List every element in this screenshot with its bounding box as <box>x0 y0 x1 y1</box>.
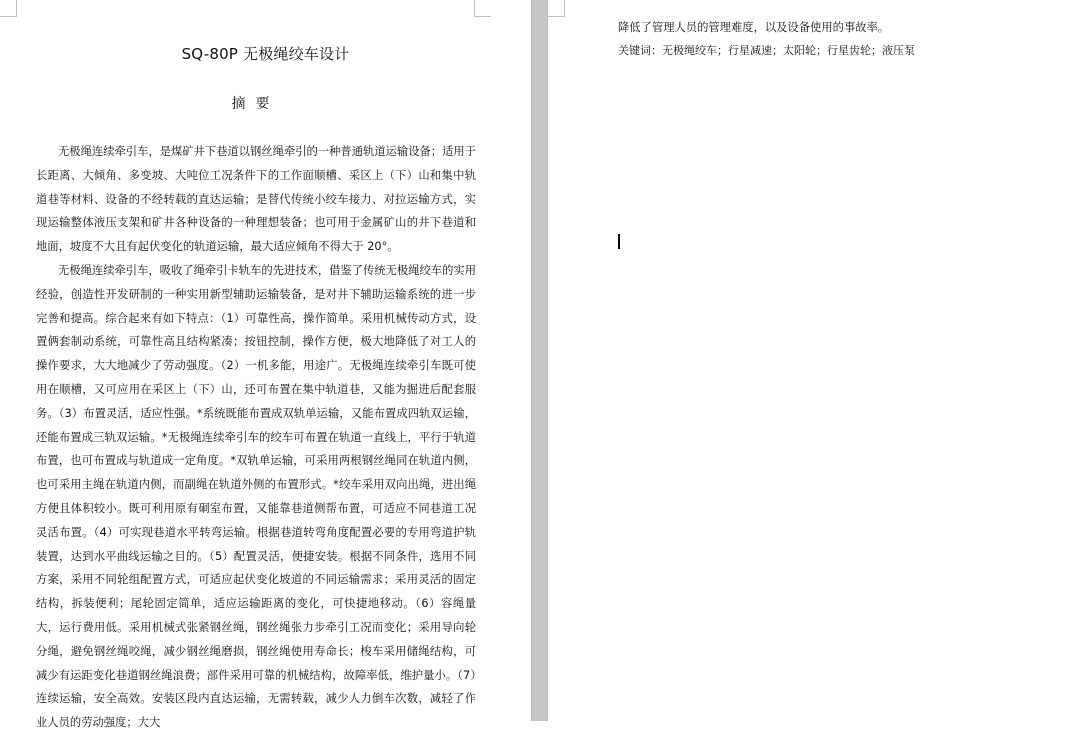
document-page-right[interactable] <box>548 0 1077 721</box>
abstract-paragraph-1: 无极绳连续牵引车，是煤矿井下巷道以钢丝绳牵引的一种普通轨道运输设备；适用于长距离、大倾角、多变坡、大吨位工况条件下的工作面顺槽、采区上（下）山和集中轨道巷等材料、设备的不经转载的直达运输；是替代传统小绞车接力、对拉运输方式，实现运输整体液压支架和矿井各种设备的一种理想装备；也可用于金属矿山的井下巷道和地面，坡度不大且有起伏变化的轨道运输，最大适应倾角不得大于 20°。 <box>36 145 476 254</box>
abstract-continuation: 降低了管理人员的管理难度，以及设备使用的事故率。 <box>618 21 890 34</box>
page-corner-mark <box>474 0 491 17</box>
page-gap <box>531 0 548 721</box>
abstract-paragraph-2: 无极绳连续牵引车，吸收了绳牵引卡轨车的先进技术，借鉴了传统无极绳绞车的实用经验，创造性开发研制的一种实用新型辅助运输装备，是对井下辅助运输系统的进一步完善和提高。综合起来有如下特点：（1）可靠性高，操作简单。采用机械传动方式，设置俩套制动系统，可靠性高且结构紧凑；按钮控制，操作方便，极大地降低了对工人的操作要求，大大地减少了劳动强度。（2）一机多能，用途广。无极绳连续牵引车既可使用在顺槽，又可应用在采区上（下）山，还可布置在集中轨道巷，又能为掘进后配套服务。（3）布置灵活，适应性强。*系统既能布置成双轨单运输，又能布置成四轨双运输，还能布置成三轨双运输。*无极绳连续牵引车的绞车可布置在轨道一直线上，平行于轨道布置，也可布置成与轨道成一定角度。*双轨单运输，可采用两根钢丝绳同在轨道内侧，也可采用主绳在轨道内侧，而副绳在轨道外侧的布置形式。*绞车采用双向出绳，进出绳方便且体积较小。既可利用原有硐室布置，又能靠巷道侧帮布置，可适应不同巷道工况灵活布置。（4）可实现巷道水平转弯运输。根据巷道转弯角度配置必要的专用弯道护轨装置，达到水平曲线运输之目的。（5）配置灵活，便捷安装。根据不同条件，选用不同方案，采用不同轮组配置方式，可适应起伏变化坡道的不同运输需求；采用灵活的固定结构，拆装便利；尾轮固定简单，适应运输距离的变化，可快捷地移动。（6）容绳量大，运行费用低。采用机械式张紧钢丝绳，钢丝绳张力步牵引工况而变化；采用导向轮分绳，避免钢丝绳咬绳，减少钢丝绳磨损，钢丝绳使用寿命长；梭车采用储绳结构，可减少有运距变化巷道钢丝绳浪费；部件采用可靠的机械结构，故障率低，维护量小。（7）连续运输，安全高效。安装区段内直达运输，无需转载，减少人力倒车次数，减轻了作业人员的劳动强度；大大 <box>36 263 476 730</box>
page-corner-mark <box>0 0 17 17</box>
text-cursor <box>618 234 620 249</box>
page-shadow-left <box>531 0 532 721</box>
document-title: SQ-80P 无极绳绞车设计 <box>181 45 350 63</box>
keywords-line: 关键词：无极绳绞车；行星减速；太阳轮；行星齿轮；液压泵 <box>618 44 915 57</box>
document-page-left[interactable] <box>0 0 531 730</box>
abstract-body <box>36 140 476 735</box>
page-corner-mark <box>548 0 565 17</box>
abstract-heading: 摘要 <box>231 96 280 112</box>
